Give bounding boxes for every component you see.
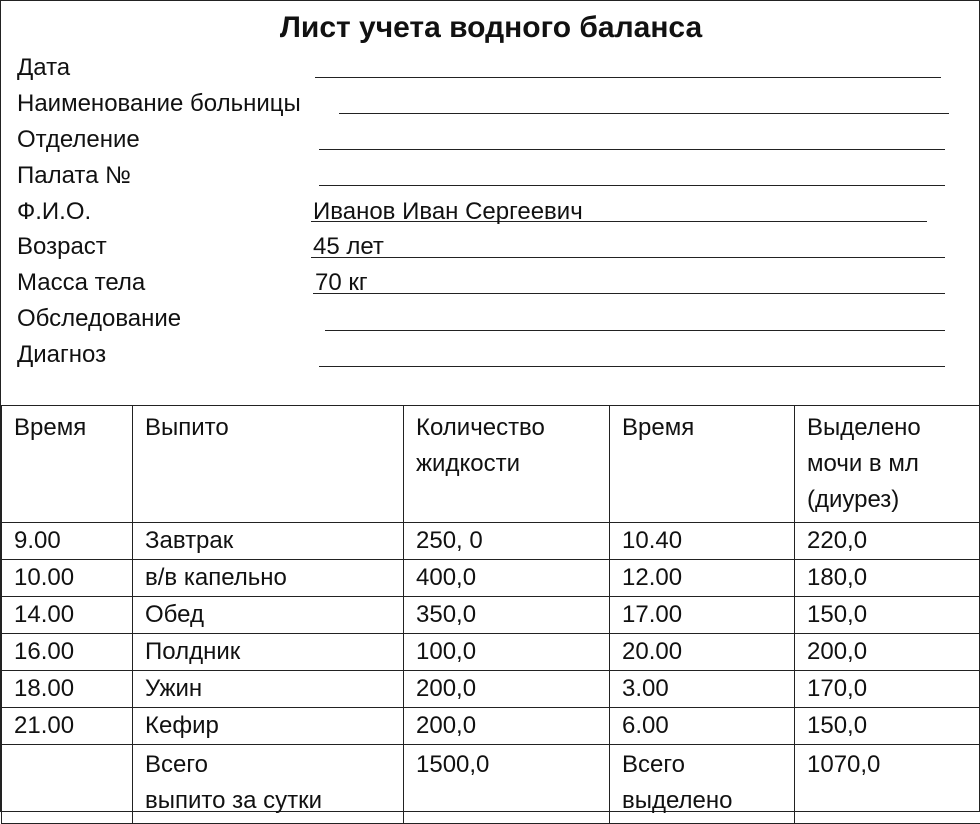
- header-drank: Выпито: [133, 406, 404, 523]
- field-line-ward: [319, 185, 945, 186]
- total-out-line2: выделено: [622, 783, 782, 819]
- field-line-age: [311, 257, 945, 258]
- field-label-hospital: Наименование больницы: [17, 89, 301, 119]
- cell-output: 180,0: [795, 560, 980, 597]
- header-output-line3: (диурез): [807, 482, 969, 518]
- cell-drank: Кефир: [133, 708, 404, 745]
- field-label-name: Ф.И.О.: [17, 197, 91, 227]
- total-drank-line2: выпито за сутки: [145, 783, 391, 819]
- table-row: [2, 597, 980, 634]
- field-line-examination: [325, 330, 945, 331]
- cell-amount: 400,0: [404, 560, 610, 597]
- header-amount-line1: Количество: [416, 410, 597, 446]
- cell-time-in: 10.00: [2, 560, 133, 597]
- field-line-diagnosis: [319, 366, 945, 367]
- field-label-ward: Палата №: [17, 161, 131, 191]
- field-line-weight: [313, 293, 945, 294]
- cell-time-out: 17.00: [610, 597, 795, 634]
- water-balance-table: [1, 405, 980, 824]
- field-label-department: Отделение: [17, 125, 140, 155]
- cell-drank: в/в капельно: [133, 560, 404, 597]
- cell-time-out: 12.00: [610, 560, 795, 597]
- cell-time-out: 10.40: [610, 523, 795, 560]
- table-row: [2, 671, 980, 708]
- cell-amount: 200,0: [404, 671, 610, 708]
- header-output: [795, 406, 980, 523]
- table-row: [2, 560, 980, 597]
- field-value-weight: 70 кг: [315, 268, 368, 298]
- field-line-hospital: [339, 113, 949, 114]
- cell-time-in: 16.00: [2, 634, 133, 671]
- cell-time-in: 18.00: [2, 671, 133, 708]
- cell-drank: Завтрак: [133, 523, 404, 560]
- field-value-age: 45 лет: [313, 232, 384, 262]
- cell-drank: Полдник: [133, 634, 404, 671]
- cell-time-in: 14.00: [2, 597, 133, 634]
- field-value-name: Иванов Иван Сергеевич: [313, 197, 583, 227]
- total-out-line1: Всего: [622, 747, 782, 783]
- field-line-date: [315, 77, 941, 78]
- header-amount: [404, 406, 610, 523]
- cell-output: 150,0: [795, 708, 980, 745]
- header-time-out: Время: [610, 406, 795, 523]
- cell-time-in: 21.00: [2, 708, 133, 745]
- header-output-line2: мочи в мл: [807, 446, 969, 482]
- cell-total-amount: 1500,0: [404, 745, 610, 824]
- field-line-department: [319, 149, 945, 150]
- field-label-diagnosis: Диагноз: [17, 340, 106, 370]
- field-label-date: Дата: [17, 53, 70, 83]
- cell-amount: 250, 0: [404, 523, 610, 560]
- cell-time-out: 20.00: [610, 634, 795, 671]
- cell-time-in: 9.00: [2, 523, 133, 560]
- document-title: Лист учета водного баланса: [1, 11, 980, 45]
- cell-amount: 200,0: [404, 708, 610, 745]
- table-row: [2, 634, 980, 671]
- cell-amount: 350,0: [404, 597, 610, 634]
- table-row: [2, 708, 980, 745]
- field-label-age: Возраст: [17, 232, 107, 262]
- cell-output: 150,0: [795, 597, 980, 634]
- header-output-line1: Выделено: [807, 410, 969, 446]
- cell-time-out: 6.00: [610, 708, 795, 745]
- cell-drank: Обед: [133, 597, 404, 634]
- field-label-weight: Масса тела: [17, 268, 145, 298]
- cell-output: 220,0: [795, 523, 980, 560]
- cell-time-out: 3.00: [610, 671, 795, 708]
- cell-output: 200,0: [795, 634, 980, 671]
- cell-output: 170,0: [795, 671, 980, 708]
- cell-amount: 100,0: [404, 634, 610, 671]
- header-time-in: Время: [2, 406, 133, 523]
- total-drank-line1: Всего: [145, 747, 391, 783]
- table-row: [2, 523, 980, 560]
- table-header-row: [2, 406, 980, 523]
- cell-drank: Ужин: [133, 671, 404, 708]
- field-label-examination: Обследование: [17, 304, 181, 334]
- header-amount-line2: жидкости: [416, 446, 597, 482]
- cell-total-output: 1070,0: [795, 745, 980, 824]
